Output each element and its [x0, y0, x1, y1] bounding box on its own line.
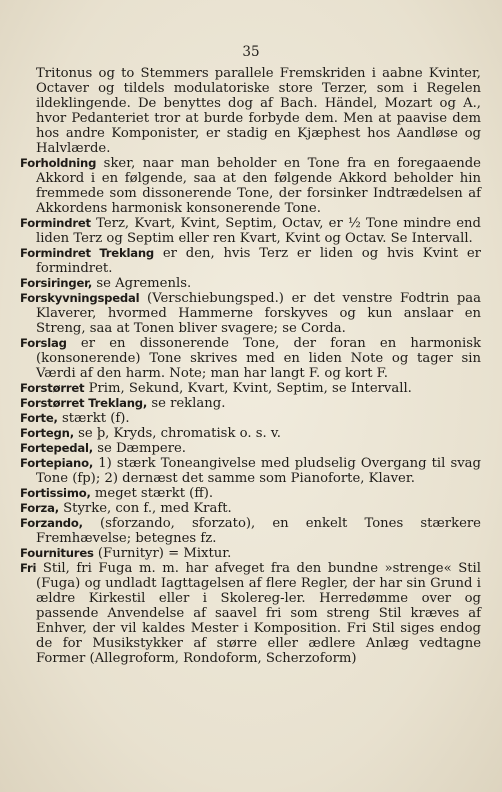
entry-text: (Verschiebungsped.) er det venstre Fodtrin paa Klaverer, hvormed Hammerne forskyves og kun anslaar en Streng, saa at Tonen bliver svagere; se Corda.	[36, 291, 481, 336]
headword: Formindret Treklang	[20, 246, 154, 260]
entry-text: (sforzando, sforzato), en enkelt Tones stærkere Fremhævelse; betegnes fz.	[36, 516, 481, 546]
entry-text: Stil, fri Fuga m. m. har afveget fra den bundne »strenge« Stil (Fuga) og undladt Iagttagelsen af flere Regler, der har sin Grund i ældre Kirkestil eller i Skolereg-ler. Herredømme over og passende Anvendelse af saavel fri som streng Stil kræves af Enhver, der vil kaldes Mester i Komposition. Fri Stil siges endog de for Musikstykker af større eller ædlere Anlæg vedtagne Former (Allegroform, Rondoform, Scherzoform)	[36, 561, 481, 666]
entry-forzando	[20, 516, 481, 546]
entry-fortepiano	[20, 456, 481, 486]
entry-text: Terz, Kvart, Kvint, Septim, Octav, er ½ Tone mindre end liden Terz og Septim eller ren Kvart, Kvint og Octav. Se Intervall.	[36, 216, 481, 246]
entry-forstorret-treklang	[20, 396, 481, 411]
entry-text: sker, naar man beholder en Tone fra en foregaaende Akkord i en følgende, saa at den følgende Akkord beholder hin fremmede som dissonerende Tone, der forsinker Indtrædelsen af Akkordens harmonisk konsonerende Tone.	[36, 156, 481, 216]
entry-text: se Dæmpere.	[97, 441, 187, 456]
headword: Fortissimo,	[20, 486, 91, 500]
headword: Formindret	[20, 216, 91, 230]
entry-text: meget stærkt (ff).	[94, 486, 214, 501]
entry-forskyvningspedal	[20, 291, 481, 336]
entry-forsiringer	[20, 276, 481, 291]
entry-fortepedal	[20, 441, 481, 456]
entry-fortegn	[20, 426, 481, 441]
headword: Fri	[20, 561, 37, 575]
entry-text: Prim, Sekund, Kvart, Kvint, Septim, se Intervall.	[88, 381, 412, 396]
headword: Forte,	[20, 411, 58, 425]
headword: Forskyvningspedal	[20, 291, 140, 305]
headword: Forza,	[20, 501, 59, 515]
entry-text: stærkt (f).	[61, 411, 130, 426]
entry-text: Styrke, con f., med Kraft.	[63, 501, 232, 516]
entry-fortissimo	[20, 486, 481, 501]
entry-continuation	[20, 66, 481, 156]
entry-forslag	[20, 336, 481, 381]
entry-text: (Furnityr) = Mixtur.	[97, 546, 232, 561]
headword: Fortepedal,	[20, 441, 94, 455]
entry-forholdning	[20, 156, 481, 216]
headword: Forsiringer,	[20, 276, 93, 290]
headword: Fournitures	[20, 546, 94, 560]
entry-forstorret	[20, 381, 481, 396]
entry-forte	[20, 411, 481, 426]
headword: Forstørret Treklang,	[20, 396, 148, 410]
page-number: 35	[242, 44, 260, 60]
entry-text: 1) stærk Toneangivelse med pludselig Overgang til svag Tone (fp); 2) dernæst det samme som Pianoforte, Klaver.	[36, 456, 481, 486]
headword: Fortegn,	[20, 426, 74, 440]
headword: Forholdning	[20, 156, 97, 170]
dictionary-entries	[20, 66, 481, 666]
entry-formindret	[20, 216, 481, 246]
headword: Forzando,	[20, 516, 83, 530]
entry-text: se þ, Kryds, chromatisk o. s. v.	[78, 426, 281, 441]
entry-fri	[20, 561, 481, 666]
headword: Forslag	[20, 336, 67, 350]
headword: Forstørret	[20, 381, 85, 395]
entry-forza	[20, 501, 481, 516]
entry-fournitures	[20, 546, 481, 561]
headword: Fortepiano,	[20, 456, 94, 470]
entry-text: se Agremenls.	[96, 276, 192, 291]
entry-text: er en dissonerende Tone, der foran en harmonisk (konsonerende) Tone skrives med en liden Note og tager sin Værdi af den harm. Note; man har langt F. og kort F.	[36, 336, 481, 381]
entry-text: er den, hvis Terz er liden og hvis Kvint er formindret.	[36, 246, 481, 276]
entry-text: se reklang.	[151, 396, 226, 411]
entry-formindret-treklang	[20, 246, 481, 276]
entry-text: Tritonus og to Stemmers parallele Fremskriden i aabne Kvinter, Octaver og tildels modulatoriske store Terzer, som i Regelen ildeklingende. De benyttes dog af Bach. Händel, Mozart og A., hvor Pedanteriet tror at burde forbyde dem. Men at paavise dem hos andre Komponister, er stadig en Kjæphest hos Aandløse og Halvlærde.	[36, 66, 481, 156]
